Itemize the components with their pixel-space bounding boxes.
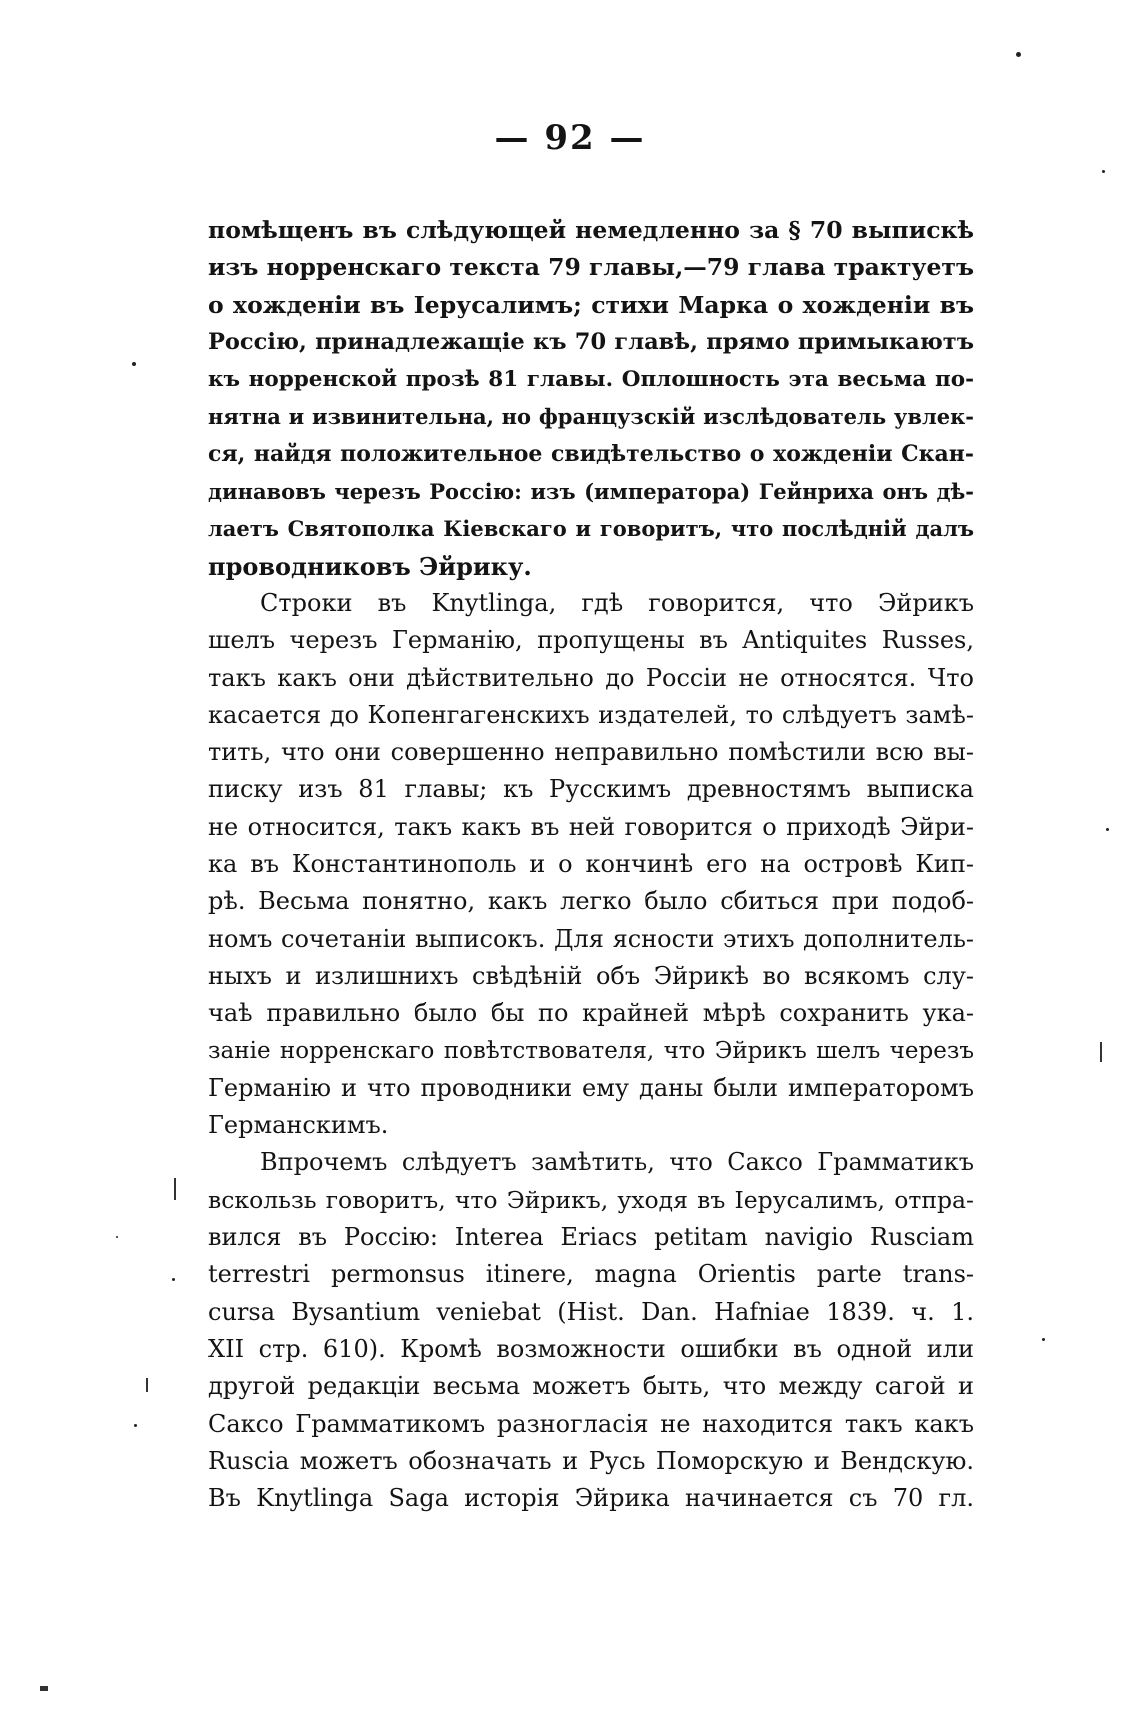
text-line: Впрочемъ слѣдуетъ замѣтить, что Саксо Грамматикъ [260, 1148, 974, 1177]
scan-mark [40, 1686, 48, 1691]
text-line: вскользь говоритъ, что Эйрикъ, уходя въ Іерусалимъ, отпра- [208, 1185, 974, 1214]
paragraph-1 [208, 212, 974, 585]
text-line: заніе норренскаго повѣтствователя, что Эйрикъ шелъ черезъ [208, 1037, 974, 1064]
scan-speck [132, 362, 136, 366]
body-text [208, 212, 974, 1517]
scan-speck [1102, 170, 1105, 173]
page-number: — 92 — [494, 118, 646, 158]
text-line: проводниковъ Эйрику. [208, 551, 532, 581]
scan-speck [1016, 52, 1021, 57]
text-line: писку изъ 81 главы; къ Русскимъ древностямъ выписка [208, 775, 974, 804]
text-line: Россію, принадлежащіе къ 70 главѣ, прямо примыкаютъ [208, 328, 974, 355]
text-line: о хожденіи въ Іерусалимъ; стихи Марка о хожденіи въ [208, 290, 974, 319]
text-line: номъ сочетаніи выписокъ. Для ясности этихъ дополнитель- [208, 924, 974, 953]
text-line: Германію и что проводники ему даны были императоромъ [208, 1073, 974, 1102]
text-line: рѣ. Весьма понятно, какъ легко было сбиться при подоб- [208, 887, 974, 916]
paragraph-3 [208, 1144, 974, 1517]
text-line: не относится, такъ какъ въ ней говорится о приходѣ Эйри- [208, 812, 974, 841]
text-line: cursa Bysantium veniebat (Hist. Dan. Hafniae 1839. ч. 1. [208, 1297, 974, 1326]
scan-speck [1106, 828, 1109, 831]
text-line: ка въ Константинополь и о кончинѣ его на островѣ Кип- [208, 850, 974, 879]
text-line: ныхъ и излишнихъ свѣдѣній объ Эйрикѣ во всякомъ слу- [208, 961, 974, 990]
scan-speck [116, 1236, 118, 1238]
scan-mark [174, 1178, 176, 1200]
text-line: тить, что они совершенно неправильно помѣстили всю вы- [208, 738, 974, 767]
text-line: ся, найдя положительное свидѣтельство о хожденіи Скан- [208, 440, 974, 467]
text-line: XII стр. 610). Кромѣ возможности ошибки въ одной или [208, 1334, 974, 1363]
text-line: Германскимъ. [208, 1111, 389, 1140]
text-line: Въ Knytlinga Saga исторія Эйрика начинается съ 70 гл. [208, 1484, 974, 1513]
text-line: лаетъ Святополка Кіевскаго и говоритъ, что послѣдній далъ [208, 516, 974, 542]
text-line: Строки въ Knytlinga, гдѣ говорится, что Эйрикъ [260, 588, 974, 617]
text-line: къ норренской прозѣ 81 главы. Оплошность эта весьма по- [208, 367, 974, 393]
scan-mark [146, 1378, 148, 1392]
text-line: нятна и извинительна, но французскій изслѣдователь увлек- [208, 404, 974, 430]
text-line: такъ какъ они дѣйствительно до Россіи не относятся. Что [208, 663, 974, 692]
text-line: помѣщенъ въ слѣдующей немедленно за § 70 выпискѣ [208, 216, 974, 244]
text-line: изъ норренскаго текста 79 главы,—79 глава трактуетъ [208, 253, 974, 282]
text-line: вился въ Россію: Interea Eriacs petitam navigio Rusciam [208, 1223, 974, 1252]
scan-mark [1100, 1042, 1102, 1062]
text-line: касается до Копенгагенскихъ издателей, то слѣдуетъ замѣ- [208, 700, 974, 729]
text-line: Ruscia можетъ обозначать и Русь Поморскую и Вендскую. [208, 1446, 974, 1475]
scan-speck [172, 1278, 175, 1281]
text-line: Саксо Грамматикомъ разногласія не находится такъ какъ [208, 1409, 974, 1438]
text-line: terrestri permonsus itinere, magna Orientis parte trans- [208, 1260, 974, 1289]
paragraph-2 [208, 585, 974, 1144]
text-line: динавовъ черезъ Россію: изъ (императора) Гейнриха онъ дѣ- [208, 479, 974, 505]
text-line: чаѣ правильно было бы по крайней мѣрѣ сохранить ука- [208, 999, 974, 1028]
scan-speck [134, 1424, 137, 1427]
scan-speck [1042, 1338, 1045, 1341]
text-line: шелъ черезъ Германію, пропущены въ Antiquites Russes, [208, 626, 974, 655]
text-line: другой редакціи весьма можетъ быть, что между сагой и [208, 1372, 974, 1401]
